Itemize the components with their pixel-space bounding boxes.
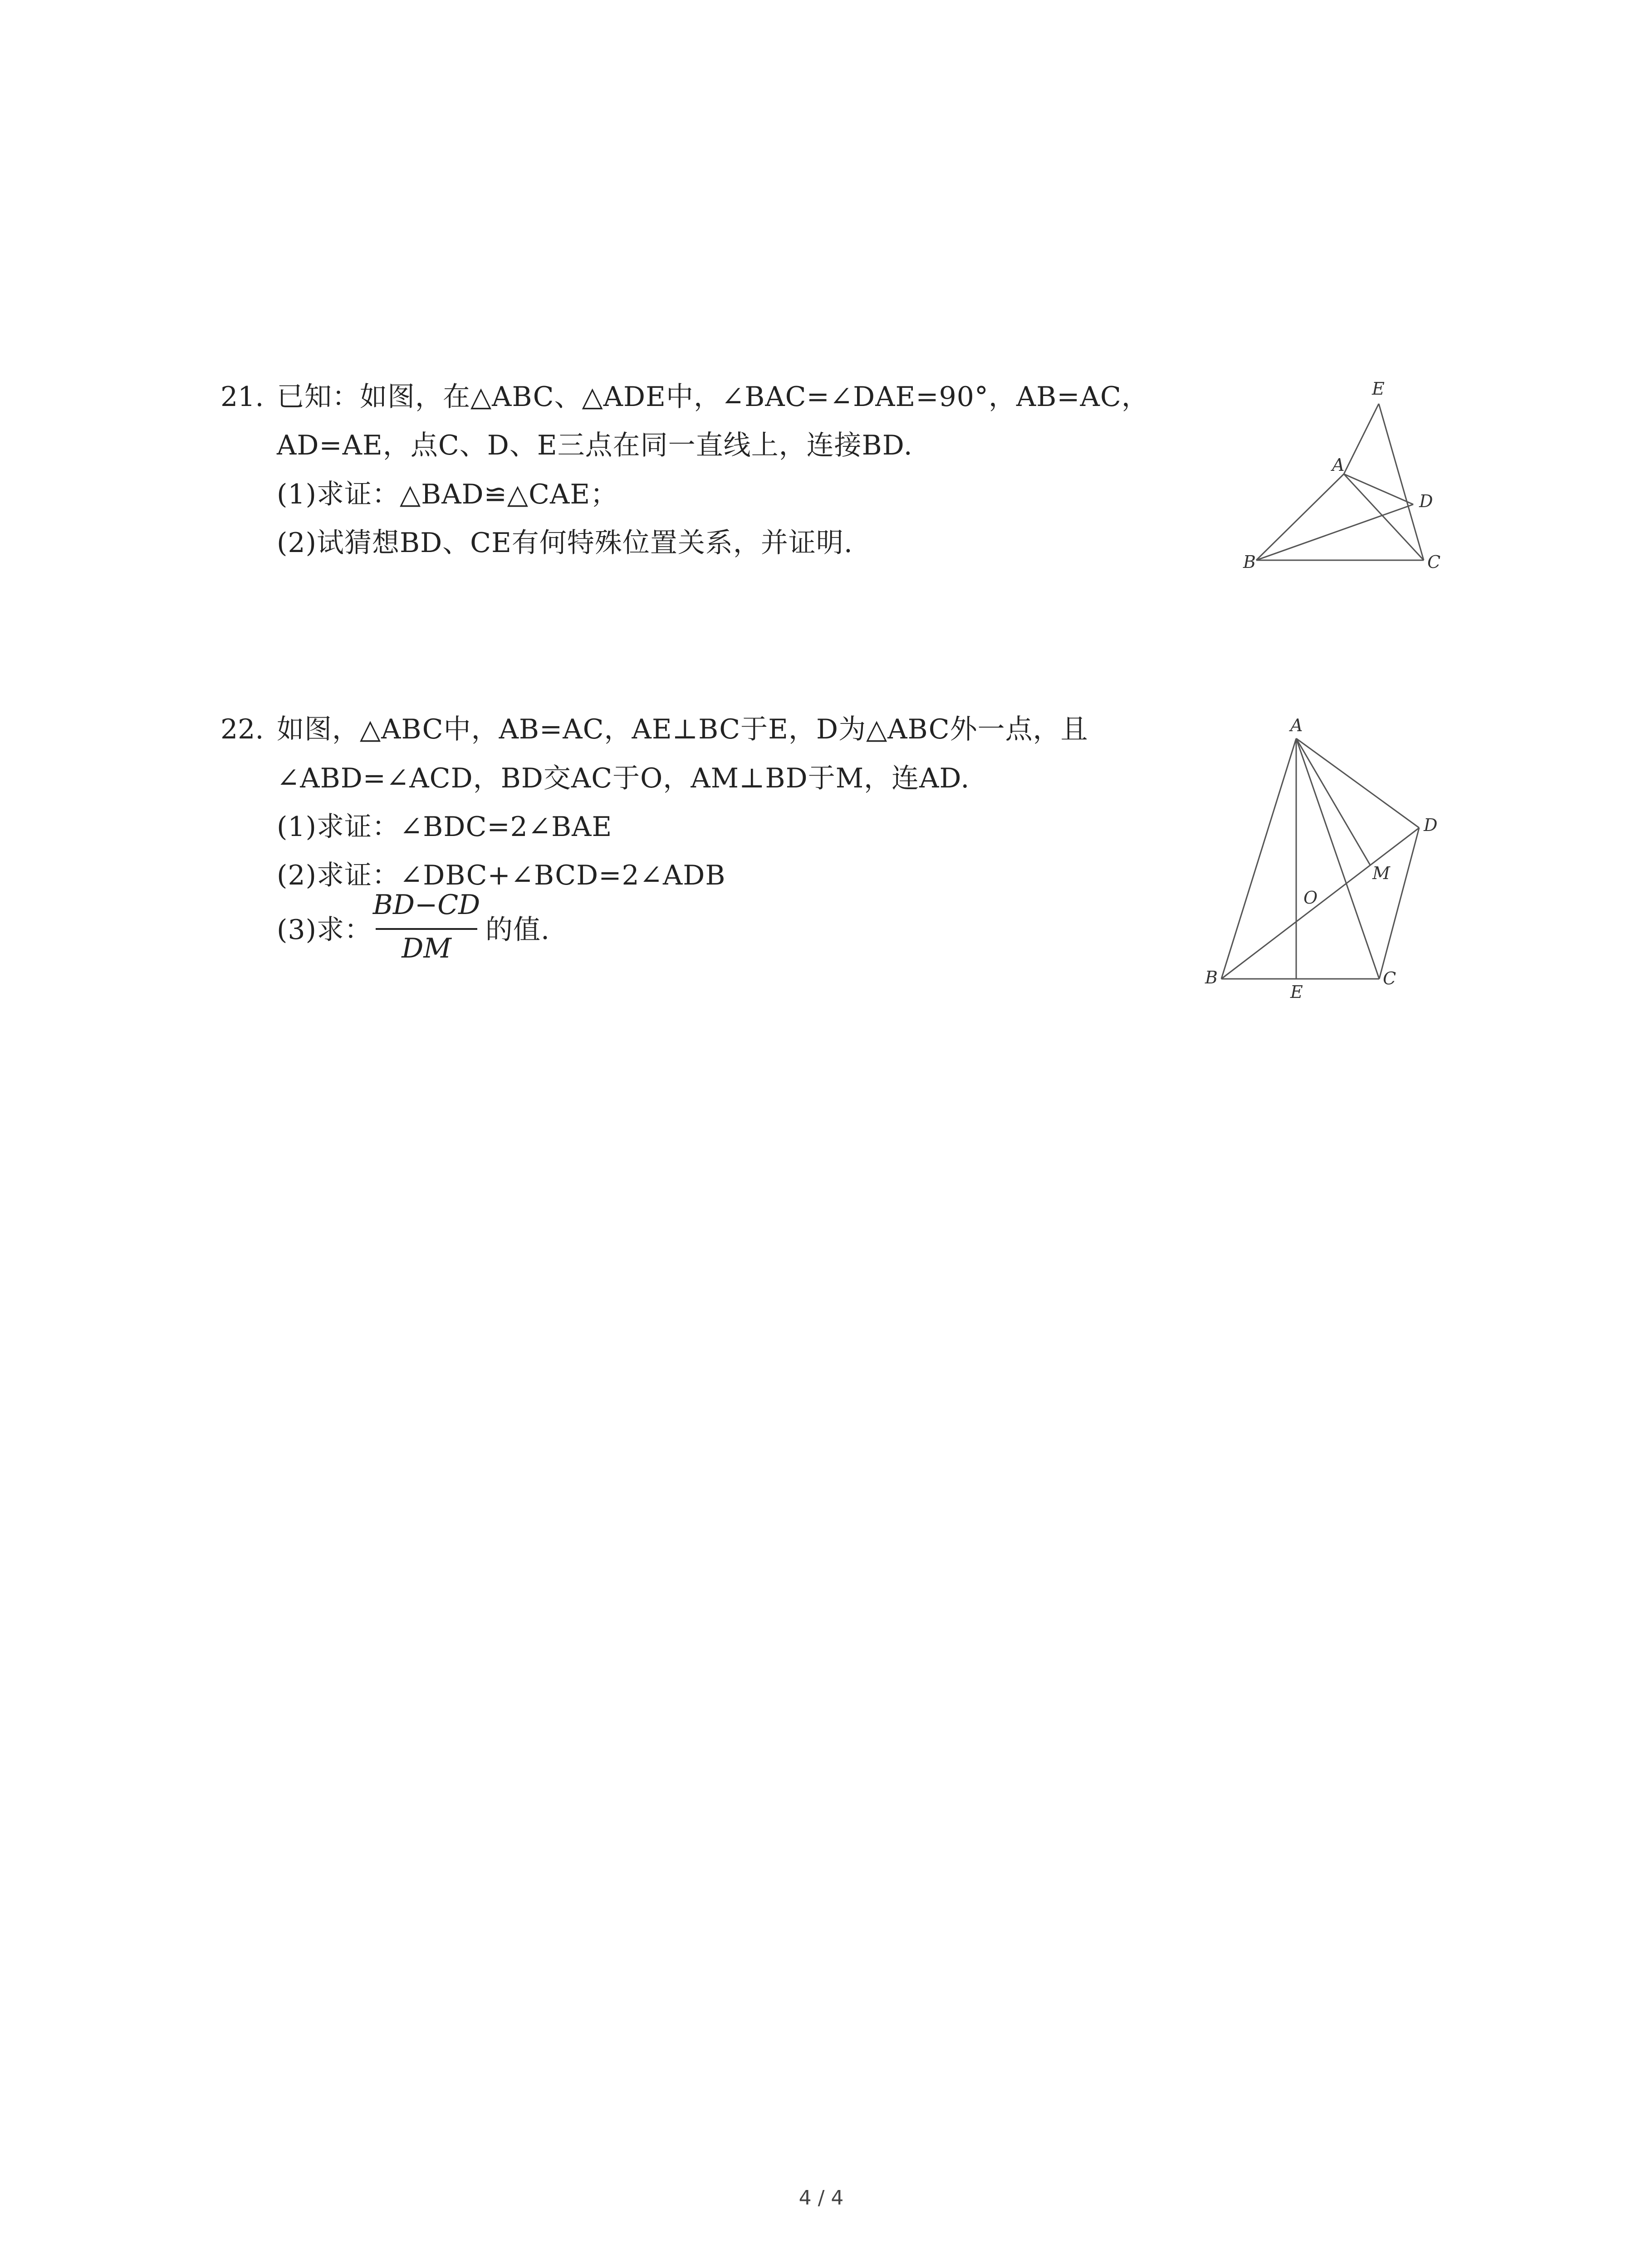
fig22-segment-ab: [1221, 738, 1296, 979]
fig21-segment-ba: [1256, 474, 1344, 560]
fig22-segment-ad: [1296, 738, 1419, 828]
problem-21-part-1: (1)求证：△BAD≌△CAE；: [277, 479, 618, 510]
problem-22-fraction: [372, 889, 481, 971]
problem-21-line-1: 已知：如图，在△ABC、△ADE中，∠BAC=∠DAE=90°，AB=AC，: [277, 381, 1149, 413]
fig21-label-b: B: [1243, 552, 1256, 572]
fraction-denominator: DM: [402, 933, 451, 964]
fig21-label-d: D: [1419, 491, 1433, 511]
problem-22-part-3-suffix: 的值.: [485, 914, 550, 946]
problem-22-figure: [1189, 708, 1470, 1002]
problem-21-line-2: AD=AE，点C、D、E三点在同一直线上，连接BD.: [277, 430, 913, 461]
fig21-label-a: A: [1332, 455, 1345, 475]
fig21-segment-ae: [1344, 404, 1379, 474]
fig22-label-b: B: [1205, 968, 1218, 987]
problem-22-part-3: (3)求：: [277, 914, 372, 946]
problem-21-number: 21.: [220, 381, 264, 413]
fig22-label-m: M: [1372, 863, 1390, 883]
fig22-label-c: C: [1383, 968, 1396, 988]
fraction-bar: [376, 928, 477, 930]
fig22-label-d: D: [1424, 815, 1438, 835]
fig22-segment-bd: [1221, 828, 1419, 979]
fraction-numerator: BD−CD: [372, 889, 480, 921]
fig22-segment-dc: [1379, 828, 1419, 979]
problem-22-line-1: 如图，△ABC中，AB=AC，AE⊥BC于E，D为△ABC外一点，且: [277, 714, 1088, 745]
problem-22-part-2: (2)求证：∠DBC+∠BCD=2∠ADB: [277, 860, 726, 891]
problem-22-part-1: (1)求证：∠BDC=2∠BAE: [277, 811, 612, 843]
fig22-label-a: A: [1290, 715, 1303, 735]
problem-21-figure: [1225, 372, 1461, 572]
page-number: 4 / 4: [798, 2186, 844, 2209]
problem-22-number: 22.: [220, 714, 264, 745]
problem-22-line-2: ∠ABD=∠ACD，BD交AC于O，AM⊥BD于M，连AD.: [277, 763, 970, 794]
problem-21-part-2: (2)试猜想BD、CE有何特殊位置关系，并证明.: [277, 527, 853, 559]
fig21-segment-bd: [1256, 504, 1413, 560]
fig21-label-c: C: [1427, 552, 1441, 572]
fig22-label-o: O: [1303, 888, 1318, 908]
fig21-label-e: E: [1372, 379, 1385, 399]
fig22-label-e: E: [1290, 982, 1303, 1002]
